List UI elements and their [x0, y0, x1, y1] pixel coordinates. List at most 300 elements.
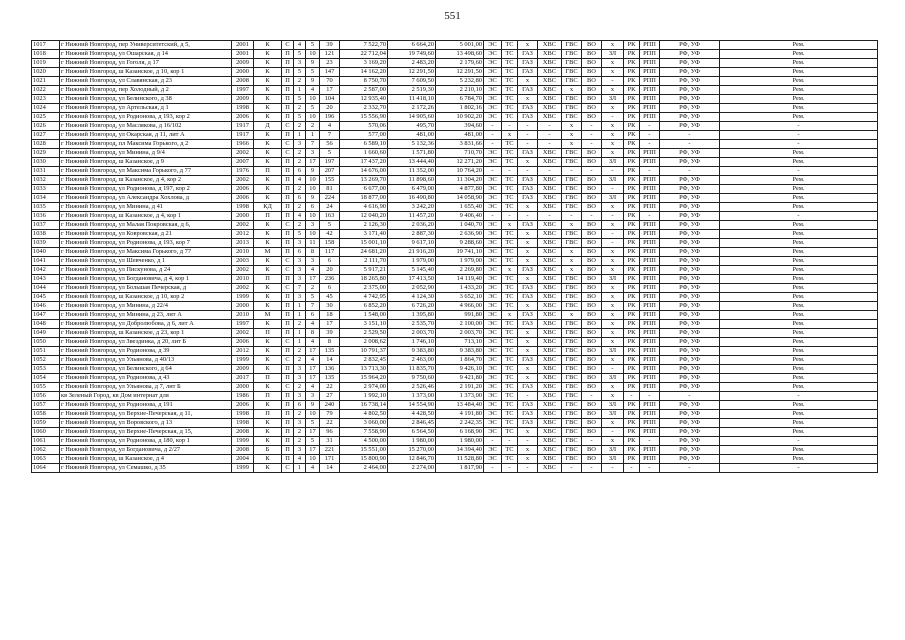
table-cell: ЭС: [484, 230, 502, 239]
table-cell: П: [282, 446, 294, 455]
table-cell: 14 119,40: [436, 275, 484, 284]
table-cell: 12 040,20: [340, 212, 388, 221]
table-cell: РПП: [640, 383, 660, 392]
table-cell: 17: [306, 374, 320, 383]
table-cell: -: [720, 464, 878, 473]
table-cell: 2: [294, 203, 306, 212]
table-cell: 5: [294, 68, 306, 77]
table-cell: ХВС: [538, 293, 562, 302]
table-cell: х: [602, 86, 624, 95]
table-cell: ВО: [582, 410, 602, 419]
table-cell: ГАЗ: [518, 149, 538, 158]
table-cell: ГВС: [562, 203, 582, 212]
row-number-cell: 1050: [32, 338, 60, 347]
table-cell: -: [518, 122, 538, 131]
table-cell: 1 980,00: [436, 437, 484, 446]
table-cell: ГВС: [562, 68, 582, 77]
table-cell: ГАЗ: [518, 311, 538, 320]
table-cell: ВО: [582, 176, 602, 185]
table-cell: ЭС: [484, 194, 502, 203]
table-cell: РК: [624, 221, 640, 230]
table-cell: РК: [624, 311, 640, 320]
table-cell: х: [518, 329, 538, 338]
table-cell: 2 526,46: [388, 383, 436, 392]
table-cell: 2: [294, 122, 306, 131]
address-cell: г Нижний Новгород, ул Малая Покровская, д 6,: [60, 221, 232, 230]
table-cell: 15 001,10: [340, 239, 388, 248]
table-cell: 1986: [232, 392, 254, 401]
table-cell: 1 979,00: [436, 257, 484, 266]
table-cell: ВО: [582, 158, 602, 167]
table-cell: 577,00: [340, 131, 388, 140]
table-cell: 5: [320, 149, 340, 158]
table-cell: 5 145,40: [388, 266, 436, 275]
table-cell: ВО: [582, 347, 602, 356]
table-cell: -: [582, 464, 602, 473]
table-cell: Рем.: [720, 176, 878, 185]
table-cell: К: [254, 221, 282, 230]
table-cell: х: [602, 284, 624, 293]
table-cell: ГВС: [562, 401, 582, 410]
table-cell: ЭС: [484, 329, 502, 338]
table-cell: 394,60: [436, 122, 484, 131]
table-cell: 7 558,90: [340, 428, 388, 437]
row-number-cell: 1046: [32, 302, 60, 311]
table-cell: П: [282, 302, 294, 311]
address-cell: г Нижний Новгород, ш Казанское, д 4, кор 2: [60, 176, 232, 185]
table-cell: 1: [294, 86, 306, 95]
table-cell: РПП: [640, 410, 660, 419]
table-cell: х: [602, 122, 624, 131]
table-cell: РК: [624, 77, 640, 86]
table-cell: ГВС: [562, 158, 582, 167]
table-cell: 5: [294, 50, 306, 59]
table-cell: 9 750,60: [388, 374, 436, 383]
table-cell: ТС: [502, 374, 518, 383]
table-cell: 17 413,50: [388, 275, 436, 284]
table-cell: 2: [294, 149, 306, 158]
table-cell: ХВС: [538, 446, 562, 455]
table-cell: ЭС: [484, 95, 502, 104]
table-cell: 24: [320, 203, 340, 212]
table-cell: 12 846,70: [388, 455, 436, 464]
table-cell: К: [254, 194, 282, 203]
table-cell: -: [502, 437, 518, 446]
table-cell: РПП: [640, 149, 660, 158]
table-cell: 3: [294, 446, 306, 455]
table-cell: х: [518, 365, 538, 374]
table-cell: 11 898,60: [388, 176, 436, 185]
table-cell: 570,06: [340, 122, 388, 131]
table-cell: 3: [294, 392, 306, 401]
table-cell: Рем.: [720, 194, 878, 203]
table-cell: 11 528,80: [436, 455, 484, 464]
table-cell: 6: [294, 401, 306, 410]
table-cell: 197: [320, 158, 340, 167]
table-cell: х: [502, 266, 518, 275]
table-cell: х: [562, 140, 582, 149]
table-cell: 11 304,20: [436, 176, 484, 185]
table-row: [32, 383, 878, 392]
table-cell: 1 979,00: [388, 257, 436, 266]
table-row: [32, 293, 878, 302]
table-cell: Рем.: [720, 311, 878, 320]
row-number-cell: 1018: [32, 50, 60, 59]
table-cell: ЗЛ: [602, 401, 624, 410]
table-cell: 2002: [232, 149, 254, 158]
table-cell: РФ, УФ: [660, 113, 720, 122]
table-cell: х: [518, 338, 538, 347]
table-cell: 1999: [232, 464, 254, 473]
table-cell: 2000: [232, 68, 254, 77]
table-cell: ЭС: [484, 455, 502, 464]
table-row: [32, 374, 878, 383]
table-cell: ЭС: [484, 365, 502, 374]
table-cell: РК: [624, 95, 640, 104]
table-cell: РПП: [640, 455, 660, 464]
table-row: [32, 158, 878, 167]
table-cell: ЭС: [484, 77, 502, 86]
row-number-cell: 1026: [32, 122, 60, 131]
address-cell: г Нижний Новгород, ул Родионова, д 193, кор 2: [60, 113, 232, 122]
table-cell: ГВС: [562, 383, 582, 392]
table-cell: РПП: [640, 194, 660, 203]
table-cell: РПП: [640, 356, 660, 365]
table-cell: 2013: [232, 239, 254, 248]
table-cell: РК: [624, 185, 640, 194]
table-cell: 7 609,50: [388, 77, 436, 86]
table-cell: РПП: [640, 104, 660, 113]
table-cell: 2006: [232, 338, 254, 347]
table-cell: ГАЗ: [518, 419, 538, 428]
table-cell: РФ, УФ: [660, 320, 720, 329]
table-cell: РПП: [640, 266, 660, 275]
table-row: [32, 365, 878, 374]
table-cell: 713,10: [436, 338, 484, 347]
table-cell: ВО: [582, 383, 602, 392]
table-cell: 6: [306, 311, 320, 320]
table-cell: 17: [320, 320, 340, 329]
table-cell: 196: [320, 113, 340, 122]
table-cell: 22: [320, 419, 340, 428]
table-cell: 4 500,00: [340, 437, 388, 446]
table-cell: П: [254, 275, 282, 284]
table-cell: х: [602, 392, 624, 401]
table-cell: 7: [320, 131, 340, 140]
table-cell: ТС: [502, 68, 518, 77]
table-cell: РК: [624, 176, 640, 185]
address-cell: г Нижний Новгород, ул Добролюбова, д 6, лит А: [60, 320, 232, 329]
table-cell: ТС: [502, 338, 518, 347]
table-cell: РК: [624, 149, 640, 158]
table-cell: -: [624, 464, 640, 473]
table-cell: ГАЗ: [518, 59, 538, 68]
table-cell: ВО: [582, 113, 602, 122]
table-cell: РПП: [640, 248, 660, 257]
table-cell: ЭС: [484, 158, 502, 167]
table-cell: РФ, УФ: [660, 365, 720, 374]
table-cell: К: [254, 77, 282, 86]
address-cell: г Нижний Новгород, ул Верхне-Печерская, д 15,: [60, 428, 232, 437]
table-cell: ВО: [582, 59, 602, 68]
table-row: [32, 221, 878, 230]
table-cell: 17: [306, 428, 320, 437]
table-cell: ГВС: [562, 329, 582, 338]
table-cell: -: [602, 212, 624, 221]
table-cell: 1976: [232, 167, 254, 176]
table-cell: 2004: [232, 455, 254, 464]
table-cell: ЭС: [484, 239, 502, 248]
table-cell: К: [254, 455, 282, 464]
table-cell: ТС: [502, 59, 518, 68]
table-cell: ХВС: [538, 176, 562, 185]
table-cell: 13 484,40: [436, 401, 484, 410]
table-cell: П: [254, 392, 282, 401]
table-cell: РК: [624, 329, 640, 338]
table-cell: 1998: [232, 104, 254, 113]
table-cell: РПП: [640, 41, 660, 50]
table-cell: К: [254, 347, 282, 356]
table-cell: ВО: [582, 221, 602, 230]
table-cell: 4: [294, 176, 306, 185]
table-cell: К: [254, 230, 282, 239]
table-cell: 2017: [232, 374, 254, 383]
table-cell: 2: [294, 104, 306, 113]
table-cell: ГВС: [562, 338, 582, 347]
table-cell: 10: [306, 95, 320, 104]
table-cell: ТС: [502, 365, 518, 374]
table-cell: -: [582, 140, 602, 149]
address-cell: г Нижний Новгород, ул Воровского, д 13: [60, 419, 232, 428]
table-cell: х: [518, 428, 538, 437]
table-cell: 1: [294, 302, 306, 311]
table-cell: ХВС: [538, 329, 562, 338]
table-cell: х: [518, 41, 538, 50]
table-cell: К: [254, 464, 282, 473]
table-cell: К: [254, 284, 282, 293]
table-cell: РК: [624, 104, 640, 113]
table-cell: 7: [306, 302, 320, 311]
table-cell: С: [282, 284, 294, 293]
table-row: [32, 131, 878, 140]
table-cell: 2002: [232, 284, 254, 293]
table-cell: ГВС: [562, 410, 582, 419]
table-cell: К: [254, 185, 282, 194]
table-cell: ХВС: [538, 239, 562, 248]
table-cell: 13 498,60: [436, 50, 484, 59]
table-cell: -: [602, 428, 624, 437]
row-number-cell: 1031: [32, 167, 60, 176]
table-cell: ТС: [502, 392, 518, 401]
table-cell: 2009: [232, 365, 254, 374]
table-cell: П: [282, 311, 294, 320]
table-cell: П: [282, 95, 294, 104]
table-cell: -: [640, 212, 660, 221]
table-cell: П: [254, 374, 282, 383]
table-cell: П: [282, 77, 294, 86]
table-cell: РПП: [640, 86, 660, 95]
table-cell: РК: [624, 356, 640, 365]
table-cell: П: [282, 131, 294, 140]
table-cell: ХВС: [538, 320, 562, 329]
table-cell: ЭС: [484, 320, 502, 329]
table-cell: РК: [624, 275, 640, 284]
table-cell: х: [602, 266, 624, 275]
table-cell: ХВС: [538, 113, 562, 122]
table-cell: ГАЗ: [518, 221, 538, 230]
table-cell: ТС: [502, 383, 518, 392]
table-cell: 135: [320, 347, 340, 356]
table-cell: РК: [624, 194, 640, 203]
table-cell: 30: [320, 302, 340, 311]
table-cell: 158: [320, 239, 340, 248]
table-cell: 22: [320, 383, 340, 392]
table-cell: 3: [294, 374, 306, 383]
address-cell: г Нижний Новгород, ул Родионова, д 39: [60, 347, 232, 356]
table-cell: РПП: [640, 77, 660, 86]
table-cell: Рем.: [720, 302, 878, 311]
row-number-cell: 1037: [32, 221, 60, 230]
table-cell: РФ, УФ: [660, 428, 720, 437]
row-number-cell: 1022: [32, 86, 60, 95]
table-cell: 3: [306, 257, 320, 266]
table-cell: 4: [294, 212, 306, 221]
table-cell: ВО: [582, 302, 602, 311]
table-cell: ГАЗ: [518, 383, 538, 392]
table-cell: 14 058,90: [436, 194, 484, 203]
table-cell: ЭС: [484, 149, 502, 158]
table-cell: х: [518, 374, 538, 383]
table-cell: х: [518, 455, 538, 464]
table-cell: Рем.: [720, 86, 878, 95]
table-cell: 1 548,00: [340, 311, 388, 320]
table-cell: ТС: [502, 401, 518, 410]
table-cell: х: [518, 95, 538, 104]
table-cell: -: [538, 131, 562, 140]
table-cell: К: [254, 302, 282, 311]
table-cell: ГАЗ: [518, 50, 538, 59]
table-cell: -: [502, 464, 518, 473]
table-cell: ЗЛ: [602, 50, 624, 59]
table-cell: ЭС: [484, 86, 502, 95]
table-cell: РК: [624, 446, 640, 455]
table-cell: П: [282, 455, 294, 464]
table-cell: ЗЛ: [602, 410, 624, 419]
table-cell: ГВС: [562, 356, 582, 365]
table-cell: РПП: [640, 185, 660, 194]
table-cell: 10: [306, 410, 320, 419]
table-cell: 2 832,45: [340, 356, 388, 365]
row-number-cell: 1055: [32, 383, 60, 392]
table-cell: ЭС: [484, 338, 502, 347]
table-cell: ВО: [582, 77, 602, 86]
table-cell: ХВС: [538, 275, 562, 284]
address-cell: г Нижний Новгород, ул Родионова, д 180, кор 1: [60, 437, 232, 446]
table-cell: 1: [306, 131, 320, 140]
table-cell: 3 652,10: [436, 293, 484, 302]
table-cell: ВО: [582, 365, 602, 374]
table-cell: х: [602, 419, 624, 428]
table-cell: 2 887,30: [388, 230, 436, 239]
table-cell: ВО: [582, 68, 602, 77]
table-cell: П: [282, 239, 294, 248]
table-cell: КД: [254, 203, 282, 212]
table-cell: Рем.: [720, 59, 878, 68]
table-cell: 4: [306, 383, 320, 392]
table-row: [32, 185, 878, 194]
table-cell: ГВС: [562, 347, 582, 356]
table-row: [32, 275, 878, 284]
table-cell: ХВС: [538, 248, 562, 257]
address-cell: г Нижний Новгород, ул Ковровская, д 21: [60, 230, 232, 239]
table-cell: РФ, УФ: [660, 95, 720, 104]
table-cell: х: [562, 248, 582, 257]
table-cell: К: [254, 176, 282, 185]
table-cell: П: [282, 293, 294, 302]
table-cell: РК: [624, 437, 640, 446]
table-cell: 4 966,00: [436, 302, 484, 311]
table-cell: 2010: [232, 275, 254, 284]
table-cell: -: [484, 464, 502, 473]
table-cell: ВО: [582, 248, 602, 257]
table-cell: ГВС: [562, 194, 582, 203]
table-cell: 6 726,20: [388, 302, 436, 311]
table-cell: 10: [306, 212, 320, 221]
table-cell: 2 332,70: [340, 104, 388, 113]
table-cell: РК: [624, 419, 640, 428]
table-row: [32, 77, 878, 86]
address-cell: г Нижний Новгород, ул Родионова, д 43: [60, 374, 232, 383]
table-cell: 2: [294, 347, 306, 356]
table-cell: 3: [294, 266, 306, 275]
table-cell: РПП: [640, 59, 660, 68]
table-cell: 3: [294, 59, 306, 68]
table-cell: 3 831,66: [436, 140, 484, 149]
table-cell: С: [282, 266, 294, 275]
row-number-cell: 1044: [32, 284, 60, 293]
table-cell: ГВС: [562, 446, 582, 455]
table-cell: П: [282, 113, 294, 122]
row-number-cell: 1048: [32, 320, 60, 329]
table-cell: РФ, УФ: [660, 446, 720, 455]
table-cell: 1 040,70: [436, 221, 484, 230]
table-cell: РПП: [640, 257, 660, 266]
table-cell: ХВС: [538, 365, 562, 374]
address-cell: кв Зеленый Город, кв Дом интернат для: [60, 392, 232, 401]
table-cell: 2 052,90: [388, 284, 436, 293]
table-cell: П: [282, 329, 294, 338]
table-cell: 7: [294, 284, 306, 293]
address-cell: г Нижний Новгород, ш Казанское, д 9: [60, 158, 232, 167]
table-cell: -: [720, 392, 878, 401]
table-row: [32, 338, 878, 347]
table-cell: ГАЗ: [518, 86, 538, 95]
address-cell: г Нижний Новгород, ш Казанское, д 10, кор 2: [60, 293, 232, 302]
table-cell: 2 003,70: [436, 329, 484, 338]
table-cell: Рем.: [720, 248, 878, 257]
table-cell: 1 802,16: [436, 104, 484, 113]
table-cell: К: [254, 86, 282, 95]
table-cell: К: [254, 266, 282, 275]
table-cell: ХВС: [538, 437, 562, 446]
table-cell: Рем.: [720, 401, 878, 410]
table-cell: К: [254, 383, 282, 392]
row-number-cell: 1023: [32, 95, 60, 104]
table-cell: 1 395,80: [388, 311, 436, 320]
address-cell: г Нижний Новгород, ш Казанское, д 10, кор 1: [60, 68, 232, 77]
table-cell: 2 519,30: [388, 86, 436, 95]
table-cell: 13 444,40: [388, 158, 436, 167]
